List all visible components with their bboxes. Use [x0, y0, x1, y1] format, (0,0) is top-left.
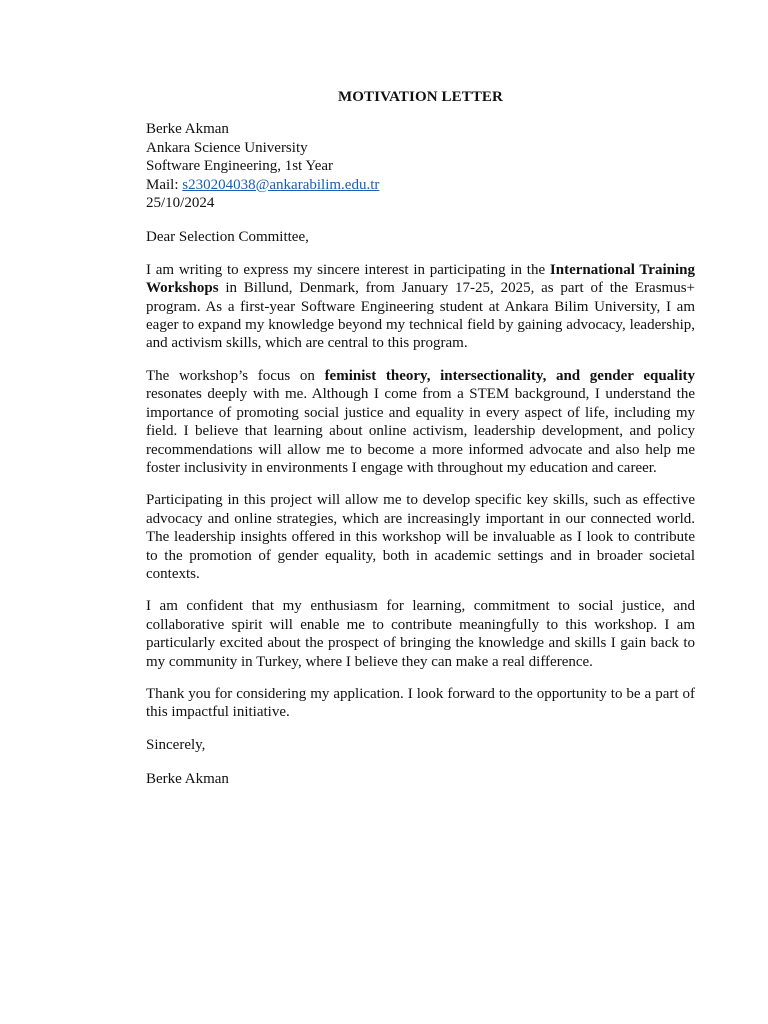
sender-name: Berke Akman: [146, 121, 229, 138]
paragraph-2-bold: feminist theory, intersectionality, and gender equality: [324, 367, 695, 384]
paragraph-2: [146, 367, 695, 477]
paragraph-2-text-b: resonates deeply with me. Although I come from a STEM background, I understand the importance of promoting social justice and equality in every aspect of life, including my field. I believe that learning about online activism, leadership development, and policy recommendations will allow me to become a more informed advocate and also help me foster inclusivity in environments I engage with throughout my education and career.: [146, 386, 695, 476]
paragraph-1-text-b: in Billund, Denmark, from January 17-25, 2025, as part of the Erasmus+ program. As a first-year Software Engineering student at Ankara Bilim University, I am eager to expand my knowledge beyond my technical field by gaining advocacy, leadership, and activism skills, which are central to this program.: [146, 280, 695, 352]
mail-label: Mail:: [146, 176, 183, 193]
paragraph-1: [146, 261, 695, 353]
paragraph-3: Participating in this project will allow me to develop specific key skills, such as effective advocacy and online strategies, which are increasingly important in our connected world. The leadership insights offered in this workshop will be invaluable as I look to contribute to the promotion of gender equality, both in academic settings and in broader societal contexts.: [146, 492, 695, 582]
letter-title: MOTIVATION LETTER: [338, 89, 503, 105]
closing: Sincerely,: [146, 736, 206, 753]
paragraph-1-bold: International Training Workshops: [146, 261, 695, 297]
sender-university: Ankara Science University: [146, 139, 308, 156]
letter-date: 25/10/2024: [146, 195, 215, 212]
sender-mail-line: [146, 176, 695, 194]
paragraph-4: I am confident that my enthusiasm for learning, commitment to social justice, and collaborative spirit will enable me to contribute meaningfully to this workshop. I am particularly excited about the prospect of bringing the knowledge and skills I gain back to my community in Turkey, where I believe they can make a real difference.: [146, 598, 695, 670]
paragraph-5: Thank you for considering my application. I look forward to the opportunity to be a part of this impactful initiative.: [146, 685, 695, 721]
letter-page: [146, 84, 695, 789]
salutation: Dear Selection Committee,: [146, 229, 309, 246]
email-link[interactable]: s230204038@ankarabilim.edu.tr: [182, 176, 380, 193]
paragraph-2-text-a: The workshop’s focus on: [146, 367, 325, 384]
sender-block: [146, 120, 695, 212]
sender-program: Software Engineering, 1st Year: [146, 158, 334, 175]
signature: Berke Akman: [146, 771, 229, 788]
paragraph-1-text-a: I am writing to express my sincere interest in participating in the: [146, 261, 550, 278]
